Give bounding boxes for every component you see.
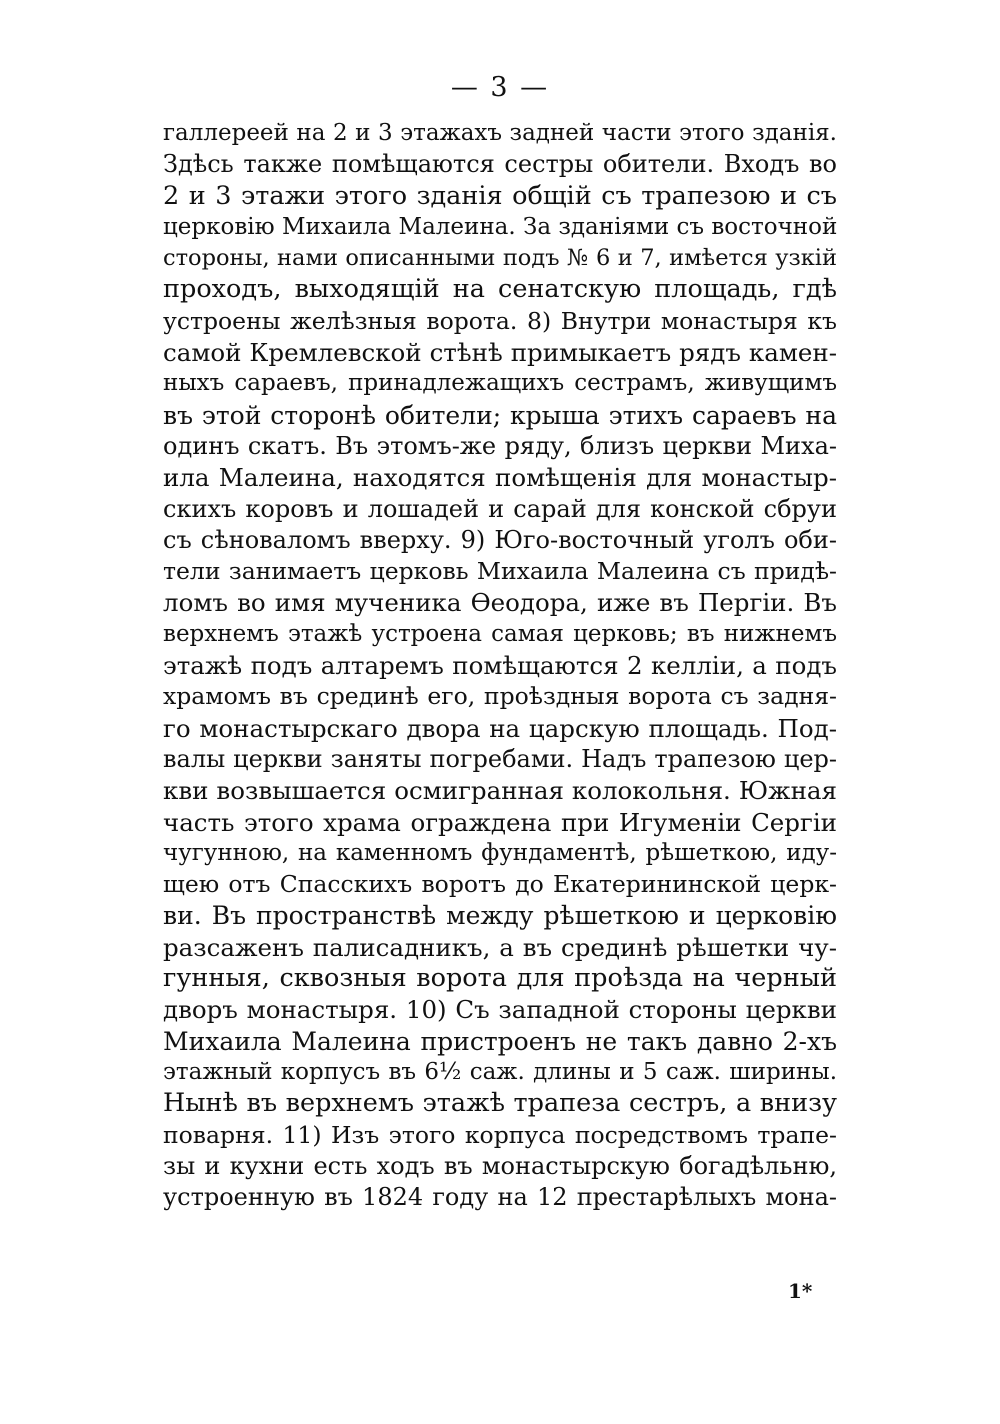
- text-line: храмомъ въ срединѣ его, проѣздныя ворота съ задня-: [163, 682, 837, 711]
- text-line: церковію Михаила Малеина. За зданіями съ восточной: [163, 213, 838, 240]
- text-line: одинъ скатъ. Въ этомъ-же ряду, близъ церкви Миха-: [163, 431, 837, 460]
- text-line: проходъ, выходящій на сенатскую площадь, гдѣ: [163, 274, 837, 305]
- text-line: ныхъ сараевъ, принадлежащихъ сестрамъ, живущимъ: [163, 370, 837, 397]
- text-line: чугунною, на каменномъ фундаментѣ, рѣшеткою, иду-: [163, 839, 837, 866]
- text-line: дворъ монастыря. 10) Съ западной стороны церкви: [163, 995, 837, 1025]
- text-line: скихъ коровъ и лошадей и сарай для конской сбруи: [163, 494, 837, 523]
- text-line: галлереей на 2 и 3 этажахъ задней части этого зданія.: [163, 120, 837, 146]
- text-line: въ этой сторонѣ обители; крыша этихъ сараевъ на: [163, 400, 837, 430]
- text-line: этажѣ подъ алтаремъ помѣщаются 2 келліи, а подъ: [163, 651, 837, 681]
- text-line: стороны, нами описанными подъ № 6 и 7, имѣется узкій: [163, 245, 837, 272]
- text-line: Михаила Малеина пристроенъ не такъ давно 2-хъ: [163, 1026, 837, 1056]
- text-line: валы церкви заняты погребами. Надъ трапезою цер-: [163, 744, 837, 773]
- text-line: щею отъ Спасскихъ воротъ до Екатерининской церк-: [163, 870, 837, 899]
- text-line: этажный корпусъ въ 6½ саж. длины и 5 саж. ширины.: [163, 1058, 837, 1085]
- text-line: ви. Въ пространствѣ между рѣшеткою и церковію: [163, 901, 837, 931]
- signature-mark: 1*: [788, 1279, 813, 1303]
- text-line: ила Малеина, находятся помѣщенія для монастыр-: [163, 463, 837, 493]
- text-line: устроены желѣзныя ворота. 8) Внутри монастыря къ: [163, 306, 837, 335]
- body-text: [163, 118, 837, 1213]
- text-line: го монастырскаго двора на царскую площадь. Под-: [163, 713, 837, 743]
- text-line: верхнемъ этажѣ устроена самая церковь; въ нижнемъ: [163, 620, 837, 647]
- text-line: тели занимаетъ церковь Михаила Малеина съ придѣ-: [163, 557, 837, 586]
- text-line: самой Кремлевской стѣнѣ примыкаетъ рядъ камен-: [163, 338, 837, 368]
- text-line: кви возвышается осмигранная колокольня. Южная: [163, 776, 837, 806]
- text-line: часть этого храма ограждена при Игуменіи Сергіи: [163, 807, 837, 837]
- text-line: Здѣсь также помѣщаются сестры обители. Входъ во: [163, 150, 837, 179]
- text-line: гунныя, сквозныя ворота для проѣзда на черный: [163, 963, 837, 994]
- text-line: устроенную въ 1824 году на 12 престарѣлыхъ мона-: [163, 1183, 837, 1212]
- text-line: 2 и 3 этажи этого зданія общій съ трапезою и съ: [163, 180, 837, 211]
- text-line: поварня. 11) Изъ этого корпуса посредствомъ трапе-: [163, 1120, 837, 1149]
- text-line: съ сѣноваломъ вверху. 9) Юго-восточный уголъ оби-: [163, 525, 837, 554]
- text-line: разсаженъ палисадникъ, а въ срединѣ рѣшетки чу-: [163, 932, 837, 962]
- page-number: — 3 —: [450, 72, 550, 103]
- text-line: Нынѣ въ верхнемъ этажѣ трапеза сестръ, а внизу: [163, 1088, 837, 1119]
- text-line: ломъ во имя мученика Ѳеодора, иже въ Пергіи. Въ: [163, 588, 837, 618]
- text-line: зы и кухни есть ходъ въ монастырскую богадѣльню,: [163, 1151, 837, 1180]
